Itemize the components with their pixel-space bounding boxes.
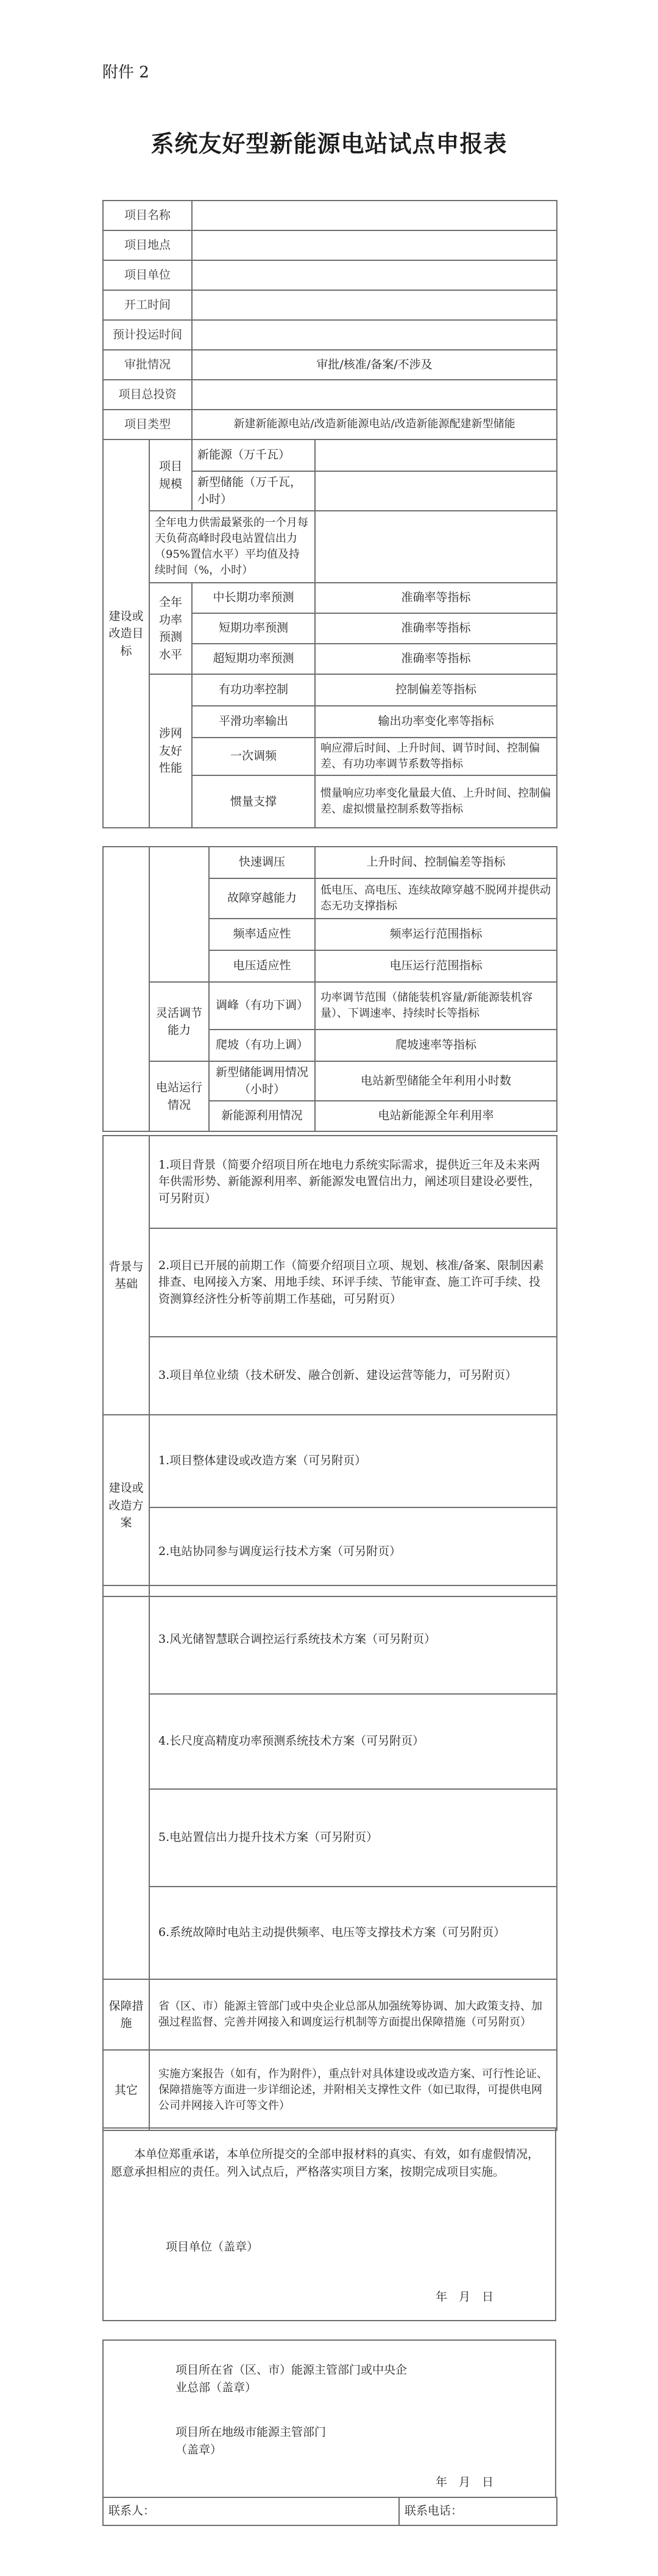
unit-seal-label: 项目单位（盖章） [166, 2240, 259, 2254]
new-energy-label: 新能源（万千瓦） [192, 439, 315, 471]
project-type-label: 项目类型 [103, 410, 192, 439]
total-investment-field[interactable] [192, 380, 557, 410]
forecast-level-label: 全年功率预测水平 [149, 583, 192, 674]
project-name-label: 项目名称 [103, 201, 192, 230]
background-item-3[interactable]: 3.项目单位业绩（技术研发、融合创新、建设运营等能力，可另附页） [149, 1337, 557, 1415]
background-table [102, 1135, 557, 1597]
plan-item-2[interactable]: 2.电站协同参与调度运行技术方案（可另附页） [149, 1507, 557, 1596]
plan-item-1[interactable]: 1.项目整体建设或改造方案（可另附页） [149, 1415, 557, 1507]
part2-left-blank [103, 847, 149, 1131]
new-storage-field[interactable] [315, 471, 557, 511]
ramp-up-label: 爬坡（有功上调） [209, 1030, 315, 1061]
application-table-part3 [102, 1585, 557, 2131]
project-unit-field[interactable] [192, 260, 557, 290]
background-item-1[interactable]: 1.项目背景（简要介绍项目所在地电力系统实际需求，提供近三年及未来两年供需形势、新能源利用率、新能源发电置信出力，阐述项目建设必要性，可另附页） [149, 1136, 557, 1228]
fast-voltage-metric: 上升时间、控制偏差等指标 [315, 847, 557, 878]
page-title: 系统友好型新能源电站试点申报表 [150, 130, 508, 157]
ultra-short-forecast-metric: 准确率等指标 [315, 644, 557, 674]
other-label: 其它 [103, 2050, 149, 2130]
plan-item-4[interactable]: 4.长尺度高精度功率预测系统技术方案（可另附页） [149, 1694, 557, 1789]
peak-down-metric: 功率调节范围（储能装机容量/新能源装机容量）、下调速率、持续时长等指标 [315, 982, 557, 1030]
ultra-short-forecast-label: 超短期功率预测 [192, 644, 315, 674]
operation-time-field[interactable] [192, 320, 557, 350]
fault-ride-metric: 低电压、高电压、连续故障穿越不脱网并提供动态无功支撑指标 [315, 878, 557, 919]
flex-reg-label: 灵活调节能力 [149, 982, 209, 1061]
project-name-field[interactable] [192, 201, 557, 230]
safeguard-text[interactable]: 省（区、市）能源主管部门或中央企业总部从加强统筹协调、加大政策支持、加强过程监督、完善并网接入和调度运行机制等方面提出保障措施（可另附页） [149, 1979, 557, 2050]
peak-output-label: 全年电力供需最紧张的一个月每天负荷高峰时段电站置信出力（95%置信水平）平均值及持续时间（%，小时） [149, 511, 315, 583]
smooth-output-metric: 输出功率变化率等指标 [315, 706, 557, 738]
contact-person-field[interactable] [103, 2497, 399, 2525]
contact-person-label: 联系人： [108, 2504, 155, 2518]
project-unit-label: 项目单位 [103, 260, 192, 290]
background-label: 背景与基础 [103, 1136, 149, 1415]
plan-item-6[interactable]: 6.系统故障时电站主动提供频率、电压等支撑技术方案（可另附页） [149, 1887, 557, 1979]
approval-value[interactable]: 审批/核准/备案/不涉及 [192, 350, 557, 380]
background-item-2[interactable]: 2.项目已开展的前期工作（简要介绍项目立项、规划、核准/备案、限制因素排查、电网接入方案、用地手续、环评手续、节能审查、施工许可手续、投资测算经济性分析等前期工作基础，可另附页） [149, 1228, 557, 1337]
approval-label: 审批情况 [103, 350, 192, 380]
part2-group-blank [149, 847, 209, 982]
commitment-text: 本单位郑重承诺，本单位所提交的全部申报材料的真实、有效，如有虚假情况，愿意承担相应的责任。列入试点后，严格落实项目方案，按期完成项目实施。 [111, 2147, 540, 2179]
approval-date: 年 月 日 [436, 2475, 494, 2489]
city-authority-label: 项目所在地级市能源主管部门（盖章） [175, 2425, 327, 2457]
short-forecast-metric: 准确率等指标 [315, 613, 557, 644]
application-table-part1 [102, 200, 557, 828]
start-time-field[interactable] [192, 290, 557, 320]
freq-range-metric: 频率运行范围指标 [315, 919, 557, 950]
project-location-field[interactable] [192, 230, 557, 260]
plan-item-5[interactable]: 5.电站置信出力提升技术方案（可另附页） [149, 1789, 557, 1887]
short-forecast-label: 短期功率预测 [192, 613, 315, 644]
active-power-control-label: 有功功率控制 [192, 674, 315, 706]
contact-table [102, 2497, 557, 2526]
mid-long-forecast-label: 中长期功率预测 [192, 583, 315, 613]
smooth-output-label: 平滑功率输出 [192, 706, 315, 738]
other-text[interactable]: 实施方案报告（如有，作为附件），重点针对具体建设或改造方案、可行性论证、保障措施等方面进一步详细论述，并附相关支撑性文件（如已取得，可提供电网公司并网接入许可等文件） [149, 2050, 557, 2130]
storage-hours-metric: 电站新型储能全年利用小时数 [315, 1061, 557, 1101]
ne-utilization-metric: 电站新能源全年利用率 [315, 1101, 557, 1131]
freq-range-label: 频率适应性 [209, 919, 315, 950]
primary-fm-label: 一次调频 [192, 738, 315, 775]
provincial-authority-label: 项目所在省（区、市）能源主管部门或中央企业总部（盖章） [175, 2363, 408, 2395]
volt-range-label: 电压适应性 [209, 950, 315, 982]
inertia-support-metric: 惯量响应功率变化量最大值、上升时间、控制偏差、虚拟惯量控制系数等指标 [315, 775, 557, 828]
mid-long-forecast-metric: 准确率等指标 [315, 583, 557, 613]
application-table-part2 [102, 846, 557, 1132]
part3-left-blank [103, 1585, 149, 1979]
project-type-value[interactable]: 新建新能源电站/改造新能源电站/改造新能源配建新型储能 [192, 410, 557, 439]
construction-goals-label: 建设或改造目标 [103, 439, 149, 828]
contact-phone-label: 联系电话： [405, 2504, 463, 2518]
volt-range-metric: 电压运行范围指标 [315, 950, 557, 982]
peak-down-label: 调峰（有功下调） [209, 982, 315, 1030]
plan-item-3[interactable]: 3.风光储智慧联合调控运行系统技术方案（可另附页） [149, 1585, 557, 1694]
station-operation-label: 电站运行情况 [149, 1061, 209, 1131]
storage-hours-label: 新型储能调用情况（小时） [209, 1061, 315, 1101]
new-storage-label: 新型储能（万千瓦，小时） [192, 471, 315, 511]
safeguard-label: 保障措施 [103, 1979, 149, 2050]
commitment-box [102, 2127, 556, 2321]
primary-fm-metric: 响应滞后时间、上升时间、调节时间、控制偏差、有功功率调节系数等指标 [315, 738, 557, 775]
inertia-support-label: 惯量支撑 [192, 775, 315, 828]
project-location-label: 项目地点 [103, 230, 192, 260]
plan-label: 建设或改造方案 [103, 1415, 149, 1596]
total-investment-label: 项目总投资 [103, 380, 192, 410]
grid-support-label: 涉网友好性能 [149, 674, 192, 828]
attachment-label: 附件 2 [102, 63, 149, 82]
peak-output-field[interactable] [315, 511, 557, 583]
commitment-date: 年 月 日 [436, 2290, 494, 2304]
project-scale-label: 项目规模 [149, 439, 192, 511]
contact-phone-field[interactable] [399, 2497, 557, 2525]
fault-ride-label: 故障穿越能力 [209, 878, 315, 919]
ramp-up-metric: 爬坡速率等指标 [315, 1030, 557, 1061]
new-energy-field[interactable] [315, 439, 557, 471]
approval-box [102, 2339, 556, 2498]
operation-time-label: 预计投运时间 [103, 320, 192, 350]
start-time-label: 开工时间 [103, 290, 192, 320]
active-power-control-metric: 控制偏差等指标 [315, 674, 557, 706]
fast-voltage-label: 快速调压 [209, 847, 315, 878]
ne-utilization-label: 新能源利用情况 [209, 1101, 315, 1131]
